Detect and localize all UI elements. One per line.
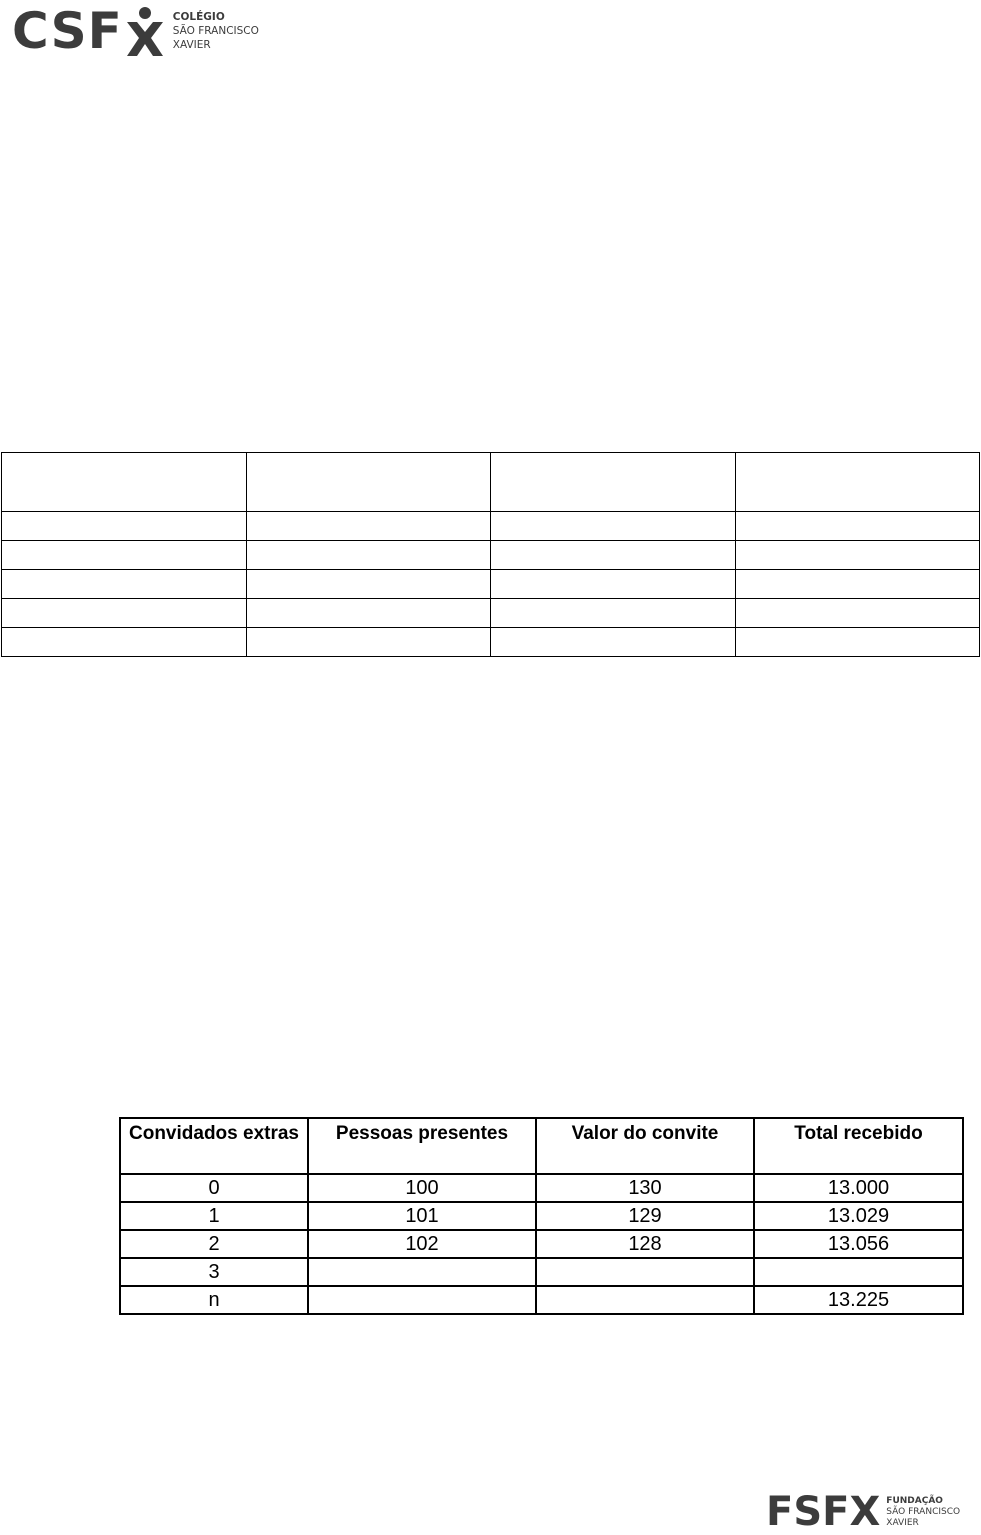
table-cell <box>536 1286 754 1314</box>
table-cell: 13.029 <box>754 1202 963 1230</box>
table-row <box>120 1258 963 1286</box>
table-cell: 1 <box>120 1202 308 1230</box>
table-cell: 3 <box>120 1258 308 1286</box>
header-pessoas-presentes: Pessoas presentes <box>308 1118 536 1174</box>
footer-logo-text: FUNDAÇÃO SÃO FRANCISCO XAVIER <box>886 1495 961 1528</box>
table-row <box>120 1174 963 1202</box>
table-header-row <box>120 1118 963 1174</box>
footer-logo-mark: FSFX <box>766 1489 881 1535</box>
table-cell: 129 <box>536 1202 754 1230</box>
footer-logo <box>766 1489 961 1535</box>
table-cell: 130 <box>536 1174 754 1202</box>
header-convidados-extras: Convidados extras <box>120 1118 308 1174</box>
table-row <box>120 1202 963 1230</box>
table-cell: 13.000 <box>754 1174 963 1202</box>
header-logo-mark: CSF <box>12 2 123 60</box>
blank-answer-table <box>1 452 980 657</box>
table-cell: 13.225 <box>754 1286 963 1314</box>
table-cell: n <box>120 1286 308 1314</box>
x-logo-icon <box>125 6 165 56</box>
table-row <box>120 1286 963 1314</box>
table-cell: 102 <box>308 1230 536 1258</box>
table-row <box>120 1230 963 1258</box>
header-total-recebido: Total recebido <box>754 1118 963 1174</box>
header-logo-text: COLÉGIO SÃO FRANCISCO XAVIER <box>172 11 259 51</box>
table-cell: 13.056 <box>754 1230 963 1258</box>
table-cell <box>754 1258 963 1286</box>
table-cell: 128 <box>536 1230 754 1258</box>
guests-table <box>119 1117 964 1315</box>
table-cell: 2 <box>120 1230 308 1258</box>
table-cell: 100 <box>308 1174 536 1202</box>
table-cell <box>308 1286 536 1314</box>
table-cell <box>308 1258 536 1286</box>
table-cell: 101 <box>308 1202 536 1230</box>
table-cell <box>536 1258 754 1286</box>
table-cell: 0 <box>120 1174 308 1202</box>
header-logo <box>12 0 259 62</box>
header-valor-convite: Valor do convite <box>536 1118 754 1174</box>
